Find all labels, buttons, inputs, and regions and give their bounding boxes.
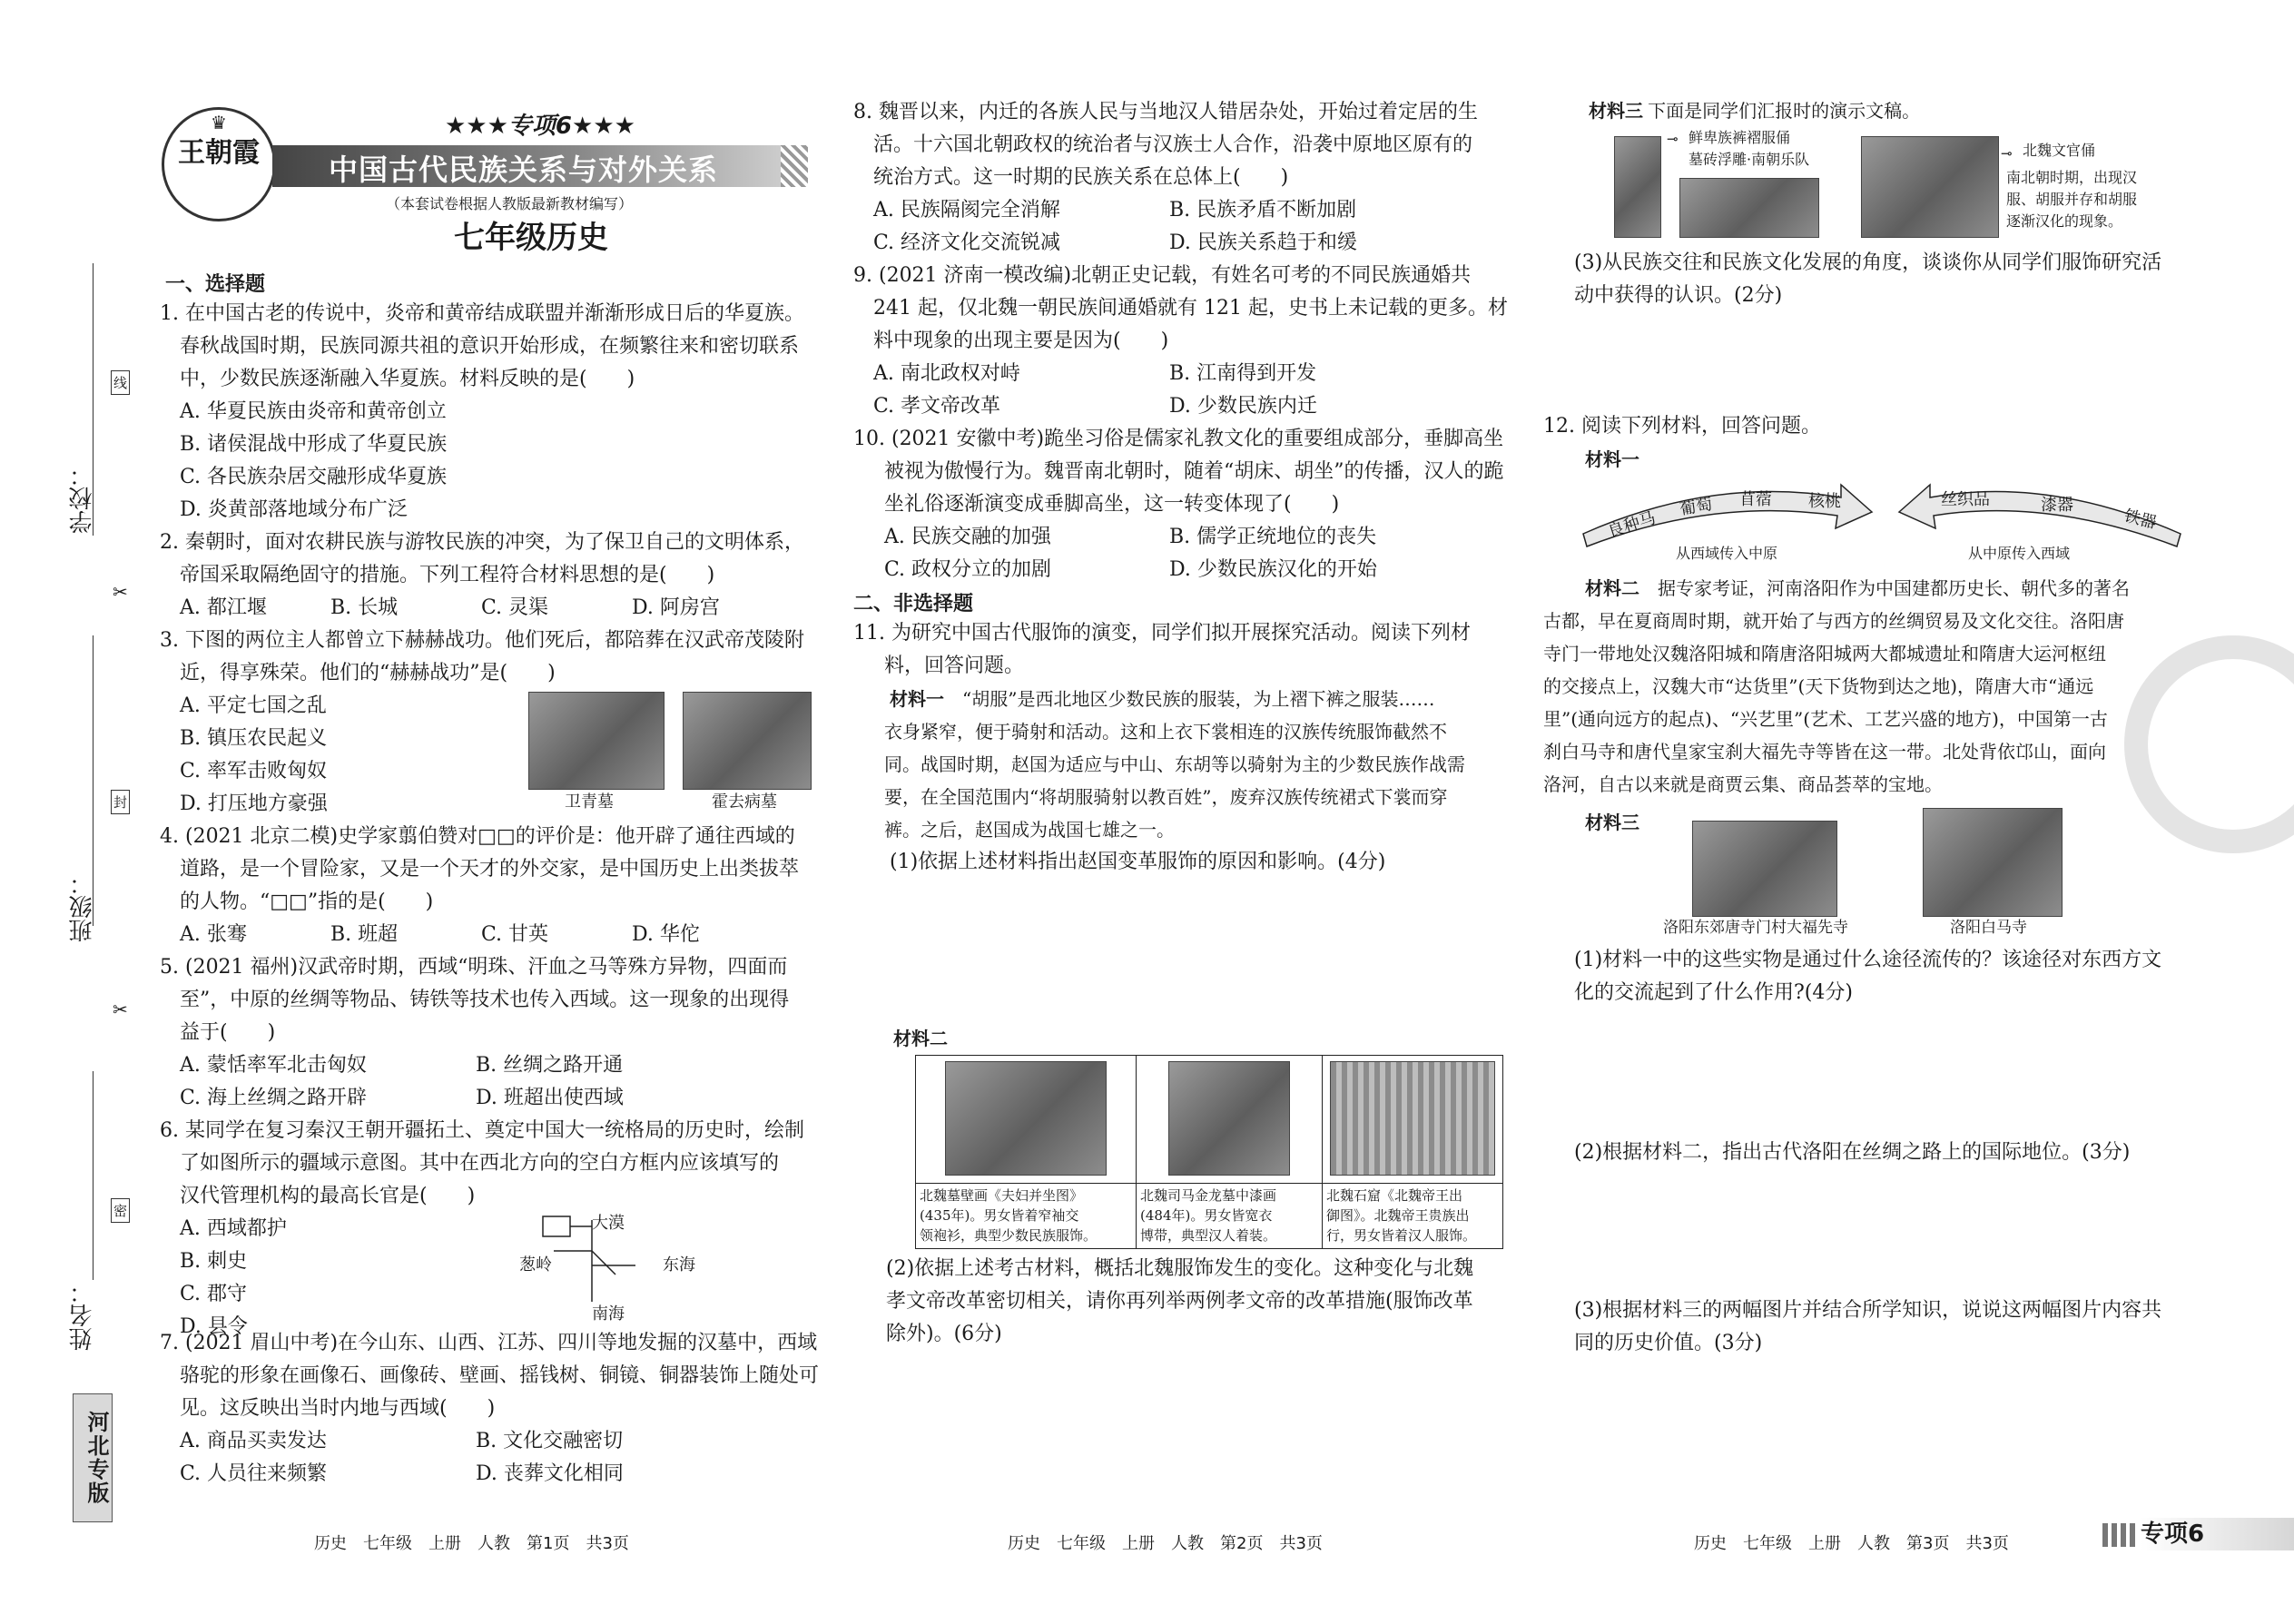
q3-option-c[interactable]: C. 率军击败匈奴 <box>180 760 328 782</box>
q3-option-b[interactable]: B. 镇压农民起义 <box>180 727 328 750</box>
item-grape: 葡萄 <box>1678 495 1714 519</box>
q9-option-a[interactable]: A. 南北政权对峙 <box>873 362 1020 385</box>
m3-note-2: 墓砖浮雕·南朝乐队 <box>1689 151 1810 168</box>
callout-icon: ⊸ <box>2001 145 2013 162</box>
huoqubing-tomb-photo <box>683 692 812 790</box>
baima-temple-photo <box>1923 808 2063 917</box>
edition-badge <box>73 1393 113 1522</box>
q11-subquestion-3 <box>1574 247 2228 312</box>
footer-decor <box>2102 1523 2139 1547</box>
q9-stem: 料中现象的出现主要是因为( ) <box>873 330 1169 352</box>
q8-options-row2 <box>853 227 1507 260</box>
class-label: 班级： <box>69 871 96 942</box>
q11-answer-area-2[interactable] <box>890 1362 1489 1507</box>
q9-stem: 9. (2021 济南一模改编)北朝正史记载，有姓名可考的不同民族通婚共 <box>853 264 1472 287</box>
map-label-south: 南海 <box>592 1304 625 1324</box>
q1-option-a[interactable]: A. 华夏民族由炎帝和黄帝创立 <box>180 400 447 423</box>
q11-m2-label: 材料二 <box>893 1028 948 1049</box>
q5-stem: 至”，中原的丝绸等物品、铸铁等技术也传入西域。这一现象的出现得 <box>180 989 790 1011</box>
footer-tag <box>2141 1518 2294 1550</box>
footer-page-2: 历史 七年级 上册 人教 第2页 共3页 <box>1008 1534 1323 1553</box>
q11-sub2-text: 除外)。(6分) <box>886 1323 1002 1345</box>
wei-official-figurine-photo <box>1861 136 1999 238</box>
q1-stem: 中，少数民族逐渐融入华夏族。材料反映的是( ) <box>180 368 635 390</box>
q11-answer-area-1[interactable] <box>890 890 1489 989</box>
q12-m2-first <box>1543 572 2197 605</box>
q11-subquestion-2 <box>886 1253 1512 1351</box>
q8-option-d[interactable]: D. 民族关系趋于和缓 <box>1169 231 1357 254</box>
q11-m2-caption-a <box>916 1183 1136 1247</box>
q11-subquestion-1: (1)依据上述材料指出赵国变革服饰的原因和影响。(4分) <box>890 851 1386 873</box>
q10-options-row1 <box>853 521 1507 554</box>
caption-line: 北魏司马金龙墓中漆画 <box>1140 1187 1277 1204</box>
weiqing-caption: 卫青墓 <box>565 792 614 812</box>
q5-options-row2 <box>160 1082 822 1115</box>
item-horse: 良种马 <box>1605 508 1659 542</box>
dafuxian-caption: 洛阳东郊唐寺门村大福先寺 <box>1663 919 1848 937</box>
xianbei-figurine-photo <box>1614 136 1661 238</box>
q7-options-row1 <box>160 1425 822 1458</box>
q11-m2-cell <box>916 1056 1137 1248</box>
q5-option-c[interactable]: C. 海上丝绸之路开辟 <box>180 1087 368 1109</box>
q11-stem: 11. 为研究中国古代服饰的演变，同学们拟开展探究活动。阅读下列材 <box>853 622 1471 645</box>
q6-stem: 汉代管理机构的最高长官是( ) <box>180 1185 476 1207</box>
q2-stem: 帝国采取隔绝固守的措施。下列工程符合材料思想的是( ) <box>180 564 715 586</box>
q4-option-b[interactable]: B. 班超 <box>330 923 399 946</box>
q3-option-d[interactable]: D. 打压地方豪强 <box>180 792 328 815</box>
map-label-east: 东海 <box>663 1255 695 1275</box>
q10-options-row2 <box>853 554 1507 586</box>
q11-m2-cell <box>1137 1056 1323 1248</box>
q9-stem: 241 起，仅北魏一朝民族间通婚就有 121 起，史书上未记载的更多。材 <box>873 297 1508 320</box>
q11-m1-text: 要，在全国范围内“将胡服骑射以教百姓”，废弃汉族传统裙式下裳而穿 <box>884 786 1448 808</box>
q11-m1-label: 材料一 <box>890 688 944 710</box>
q8-option-a[interactable]: A. 民族隔阂完全消解 <box>873 199 1060 221</box>
q8-option-c[interactable]: C. 经济文化交流锐减 <box>873 231 1061 254</box>
q12-m2-text: 刹白马寺和唐代皇家宝刹大福先寺等皆在这一带。北处背依邙山，面向 <box>1543 741 2106 763</box>
q7-stem: 骆驼的形象在画像石、画像砖、壁画、摇钱树、铜镜、铜器装饰上随处可 <box>180 1364 820 1387</box>
q12-stem: 12. 阅读下列材料，回答问题。 <box>1543 415 1821 438</box>
q7-option-d[interactable]: D. 丧葬文化相同 <box>476 1462 624 1485</box>
section-choice: 一、选择题 <box>165 273 266 296</box>
q11-m1-text: “胡服”是西北地区少数民族的服装，为上褶下裤之服装…… <box>962 688 1435 710</box>
east-caption: 从中原传入西域 <box>1968 545 2071 562</box>
callout-icon: ⊸ <box>1667 131 1679 147</box>
q9-option-b[interactable]: B. 江南得到开发 <box>1169 362 1317 385</box>
q7-option-c[interactable]: C. 人员往来频繁 <box>180 1462 328 1485</box>
section-nonchoice: 二、非选择题 <box>853 593 974 615</box>
crown-icon: ♛ <box>211 112 227 133</box>
brand-logo <box>162 107 276 221</box>
q10-stem: 10. (2021 安徽中考)跪坐习俗是儒家礼教文化的重要组成部分，垂脚高坐 <box>853 428 1504 450</box>
q11-material-3 <box>1589 96 1920 123</box>
q11-answer-area-3[interactable] <box>1580 318 2197 399</box>
q2-stem: 2. 秦朝时，面对农耕民族与游牧民族的冲突，为了保卫自己的文明体系， <box>160 531 804 554</box>
q12-m2-text: 的交接点上，汉魏大市“达货里”(天下货物到达之地)，隋唐大市“通远 <box>1543 675 2094 697</box>
q12-answer-area-3[interactable] <box>1580 1365 2197 1511</box>
edition-note: （本套试卷根据人教版最新教材编写） <box>386 195 634 212</box>
q7-option-a[interactable]: A. 商品买卖发达 <box>180 1430 327 1452</box>
q11-sub3-text: (3)从民族交往和民族文化发展的角度，谈谈你从同学们服饰研究活 <box>1574 251 2162 274</box>
q12-answer-area-2[interactable] <box>1580 1173 2197 1291</box>
item-walnut: 核桃 <box>1808 492 1841 511</box>
lacquer-painting-photo <box>1168 1061 1290 1176</box>
scissors-icon: ✂ <box>113 581 128 603</box>
q11-m2-caption-c <box>1323 1183 1502 1247</box>
q12-answer-area-1[interactable] <box>1580 1015 2197 1133</box>
m3-desc-line: 服、胡服并存和胡服 <box>2006 191 2138 208</box>
caption-line: 御图》。北魏帝王贵族出 <box>1326 1207 1470 1224</box>
q9-options-row1 <box>853 358 1507 390</box>
q11-sub2-text: 孝文帝改革密切相关，请你再列举两例孝文帝的改革措施(服饰改革 <box>886 1290 1473 1313</box>
q8-option-b[interactable]: B. 民族矛盾不断加剧 <box>1169 199 1357 221</box>
weiqing-tomb-photo <box>528 692 665 790</box>
q4-stem: 4. (2021 北京二模)史学家翦伯赞对□□的评价是：他开辟了通往西域的 <box>160 825 795 848</box>
q10-option-b[interactable]: B. 儒学正统地位的丧失 <box>1169 526 1377 548</box>
caption-line: 领袍衫，典型少数民族服饰。 <box>920 1227 1098 1244</box>
blank-box <box>543 1216 570 1236</box>
q12-sub1-text: 化的交流起到了什么作用?(4分) <box>1574 981 1853 1004</box>
q1-stem: 春秋战国时期，民族同源共祖的意识开始形成，在频繁往来和密切联系 <box>180 335 800 358</box>
q12-m2-text: 据专家考证，河南洛阳作为中国建都历史长、朝代多的著名 <box>1658 577 2130 599</box>
caption-line: (484年)。男女皆宽衣 <box>1140 1207 1273 1224</box>
q2-option-d[interactable]: D. 阿房宫 <box>632 596 720 619</box>
q9-options-row2 <box>853 390 1507 423</box>
q10-option-a[interactable]: A. 民族交融的加强 <box>884 526 1051 548</box>
logo-text: 王朝霞 <box>178 137 260 169</box>
q6-option-d[interactable]: D. 县令 <box>180 1315 248 1338</box>
q11-m1-text: 裤。之后，赵国成为战国七雄之一。 <box>884 819 1175 841</box>
q2-option-b[interactable]: B. 长城 <box>330 596 399 619</box>
question-10 <box>853 423 1507 586</box>
q4-stem: 的人物。“□□”指的是( ) <box>180 891 434 913</box>
caption-line: 北魏石窟《北魏帝王出 <box>1326 1187 1463 1204</box>
q12-subquestion-2: (2)根据材料二，指出古代洛阳在丝绸之路上的国际地位。(3分) <box>1574 1141 2131 1164</box>
q12-m2-text: 洛河，自古以来就是商贾云集、商品荟萃的宝地。 <box>1543 773 1943 795</box>
q6-stem: 6. 某同学在复习秦汉王朝开疆拓土、奠定中国大一统格局的历史时，绘制 <box>160 1119 804 1142</box>
q6-option-b[interactable]: B. 刺史 <box>180 1250 248 1273</box>
name-label: 姓名： <box>69 1280 96 1351</box>
q5-option-b[interactable]: B. 丝绸之路开通 <box>476 1054 624 1077</box>
q10-stem: 被视为傲慢行为。魏晋南北朝时，随着“胡床、胡坐”的传播，汉人的跪 <box>884 460 1504 483</box>
question-4 <box>160 821 822 951</box>
q3-stem: 近，得享殊荣。他们的“赫赫战功”是( ) <box>180 662 556 684</box>
footer-page-1: 历史 七年级 上册 人教 第1页 共3页 <box>314 1534 629 1553</box>
q4-option-d[interactable]: D. 华佗 <box>632 923 700 946</box>
item-silk: 丝织品 <box>1941 490 1990 509</box>
question-1 <box>160 298 822 527</box>
q10-option-c[interactable]: C. 政权分立的加剧 <box>884 558 1052 581</box>
q4-options <box>160 919 822 951</box>
caption-line: 行，男女皆着汉人服饰。 <box>1326 1227 1477 1244</box>
q12-m2-label: 材料二 <box>1585 577 1639 599</box>
tomb-brick-relief-photo <box>1679 178 1819 238</box>
item-lacquer: 漆器 <box>2041 496 2073 515</box>
q11-sub2-text: (2)依据上述考古材料，概括北魏服饰发生的变化。这种变化与北魏 <box>886 1257 1474 1280</box>
question-5 <box>160 951 822 1115</box>
baima-caption: 洛阳白马寺 <box>1950 919 2027 937</box>
q5-stem: 5. (2021 福州)汉武帝时期，西域“明珠、汗血之马等殊方异物，四面而 <box>160 956 788 979</box>
q5-option-a[interactable]: A. 蒙恬率军北击匈奴 <box>180 1054 367 1077</box>
q8-stem: 统治方式。这一时期的民族关系在总体上( ) <box>873 166 1289 189</box>
page-title: 中国古代民族关系与对外关系 <box>329 153 719 187</box>
edition-text: 河北专版 <box>84 1411 110 1505</box>
question-11 <box>853 617 1507 879</box>
west-caption: 从西域传入中原 <box>1676 545 1778 562</box>
map-label-north: 大漠 <box>592 1214 625 1233</box>
question-2 <box>160 527 822 625</box>
q5-options-row1 <box>160 1049 822 1082</box>
q11-m1-text: 衣身紧窄，便于骑射和活动。这和上衣下裳相连的汉族传统服饰截然不 <box>884 721 1447 743</box>
question-6 <box>160 1115 822 1343</box>
map-label-west: 葱岭 <box>519 1255 552 1275</box>
q12-sub3-text: (3)根据材料三的两幅图片并结合所学知识，说说这两幅图片内容共 <box>1574 1299 2162 1322</box>
q1-option-c[interactable]: C. 各民族杂居交融形成华夏族 <box>180 466 448 488</box>
question-8 <box>853 96 1507 260</box>
q3-option-a[interactable]: A. 平定七国之乱 <box>180 694 327 717</box>
q2-options <box>160 592 822 625</box>
q12-subquestion-1 <box>1574 944 2228 1009</box>
q1-stem: 1. 在中国古老的传说中，炎帝和黄帝结成联盟并渐渐形成日后的华夏族。 <box>160 302 804 325</box>
q6-stem: 了如图所示的疆域示意图。其中在西北方向的空白方框内应该填写的 <box>180 1152 780 1175</box>
caption-line: (435年)。男女皆着窄袖交 <box>920 1207 1079 1224</box>
m3-note-3: 北魏文官俑 <box>2023 142 2096 159</box>
q2-option-c[interactable]: C. 灵渠 <box>481 596 549 619</box>
m3-desc-line: 逐渐汉化的现象。 <box>2006 212 2123 230</box>
m3-description <box>2006 167 2137 232</box>
q12-m2-text: 里”(通向远方的起点)、“兴艺里”(艺术、工艺兴盛的地方)，中国第一古 <box>1543 708 2108 730</box>
m3-desc-line: 南北朝时期，出现汉 <box>2006 169 2138 186</box>
q11-material-1 <box>853 683 1507 715</box>
banner-pattern <box>781 145 808 187</box>
diagram-line <box>592 1251 615 1275</box>
seal-secret-mark: 密 <box>111 1198 130 1223</box>
footer-tag-text: 专项6 <box>2141 1521 2205 1548</box>
q7-option-b[interactable]: B. 文化交融密切 <box>476 1430 624 1452</box>
q11-m3-text: 下面是同学们汇报时的演示文稿。 <box>1648 100 1921 122</box>
q7-stem: 7. (2021 眉山中考)在今山东、山西、江苏、四川等地发掘的汉墓中，西域 <box>160 1332 818 1354</box>
q6-option-a[interactable]: A. 西域都护 <box>180 1217 287 1240</box>
q12-m1-label: 材料一 <box>1585 448 1639 470</box>
q3-stem: 3. 下图的两位主人都曾立下赫赫战功。他们死后，都陪葬在汉武帝茂陵附 <box>160 629 804 652</box>
q2-option-a[interactable]: A. 都江堰 <box>180 596 267 619</box>
question-9 <box>853 260 1507 423</box>
q10-stem: 坐礼俗逐渐演变成垂脚高坐，这一转变体现了( ) <box>884 493 1340 516</box>
q12-m2-text: 古都，早在夏商周时期，就开始了与西方的丝绸贸易及文化交往。洛阳唐 <box>1543 610 2124 632</box>
q1-option-d[interactable]: D. 炎黄部落地域分布广泛 <box>180 498 408 521</box>
q12-sub3-text: 同的历史价值。(3分) <box>1574 1332 1763 1354</box>
school-label: 学校： <box>69 463 96 534</box>
q12-subquestion-3 <box>1574 1294 2228 1360</box>
q11-sub3-text: 动中获得的认识。(2分) <box>1574 284 1783 307</box>
caption-line: 博带，典型汉人着装。 <box>1140 1227 1277 1244</box>
q11-m1-text: 同。战国时期，赵国为适应与中山、东胡等以骑射为主的少数民族作战需 <box>884 753 1465 775</box>
q7-options-row2 <box>160 1458 822 1491</box>
q12-material-2 <box>1543 572 2197 801</box>
q7-stem: 见。这反映出当时内地与西域( ) <box>180 1397 496 1420</box>
q12-m3-label: 材料三 <box>1585 812 1639 833</box>
q5-option-d[interactable]: D. 班超出使西域 <box>476 1087 624 1109</box>
q8-stem: 8. 魏晋以来，内迁的各族人民与当地汉人错居杂处，开始过着定居的生 <box>853 101 1478 123</box>
q6-option-c[interactable]: C. 郡守 <box>180 1283 248 1305</box>
q4-option-a[interactable]: A. 张骞 <box>180 923 247 946</box>
m3-note-1: 鲜卑族裤褶服俑 <box>1689 129 1791 146</box>
couple-mural-photo <box>945 1061 1107 1176</box>
seal-seal-mark: 封 <box>111 790 130 814</box>
question-7 <box>160 1327 822 1491</box>
item-iron: 铁器 <box>2122 506 2159 533</box>
grotto-relief-photo <box>1330 1061 1495 1176</box>
q9-option-d[interactable]: D. 少数民族内迁 <box>1169 395 1317 418</box>
q1-option-b[interactable]: B. 诸侯混战中形成了华夏民族 <box>180 433 448 456</box>
q11-m2-caption-b <box>1137 1183 1322 1247</box>
caption-line: 北魏墓壁画《夫妇并坐图》 <box>920 1187 1084 1204</box>
subject-title: 七年级历史 <box>454 220 608 256</box>
q5-stem: 益于( ) <box>180 1021 276 1044</box>
item-alfalfa: 苜蓿 <box>1739 490 1772 509</box>
q12-sub1-text: (1)材料一中的这些实物是通过什么途径流传的？该途径对东西方文 <box>1574 949 2162 971</box>
footer-page-3: 历史 七年级 上册 人教 第3页 共3页 <box>1694 1534 2009 1553</box>
q4-stem: 道路，是一个冒险家，又是一个天才的外交家，是中国历史上出类拔萃 <box>180 858 800 881</box>
q11-stem: 料，回答问题。 <box>884 655 1025 677</box>
special-tag: ★★★专项6★★★ <box>445 113 635 140</box>
q8-stem: 活。十六国北朝政权的统治者与汉族士人合作，沿袭中原地区原有的 <box>873 133 1473 156</box>
q10-option-d[interactable]: D. 少数民族汉化的开始 <box>1169 558 1377 581</box>
seal-line-mark: 线 <box>111 370 130 395</box>
q4-option-c[interactable]: C. 甘英 <box>481 923 549 946</box>
q12-m2-text: 寺门一带地处汉魏洛阳城和隋唐洛阳城两大都城遗址和隋唐大运河枢纽 <box>1543 643 2106 664</box>
q8-options-row1 <box>853 194 1507 227</box>
dafuxian-temple-photo <box>1692 821 1837 917</box>
q11-m2-table <box>915 1055 1503 1249</box>
q9-option-c[interactable]: C. 孝文帝改革 <box>873 395 1001 418</box>
huoqubing-caption: 霍去病墓 <box>712 792 777 812</box>
q11-m2-cell <box>1323 1056 1502 1248</box>
scissors-icon: ✂ <box>113 999 128 1020</box>
q11-m3-label: 材料三 <box>1589 100 1643 122</box>
